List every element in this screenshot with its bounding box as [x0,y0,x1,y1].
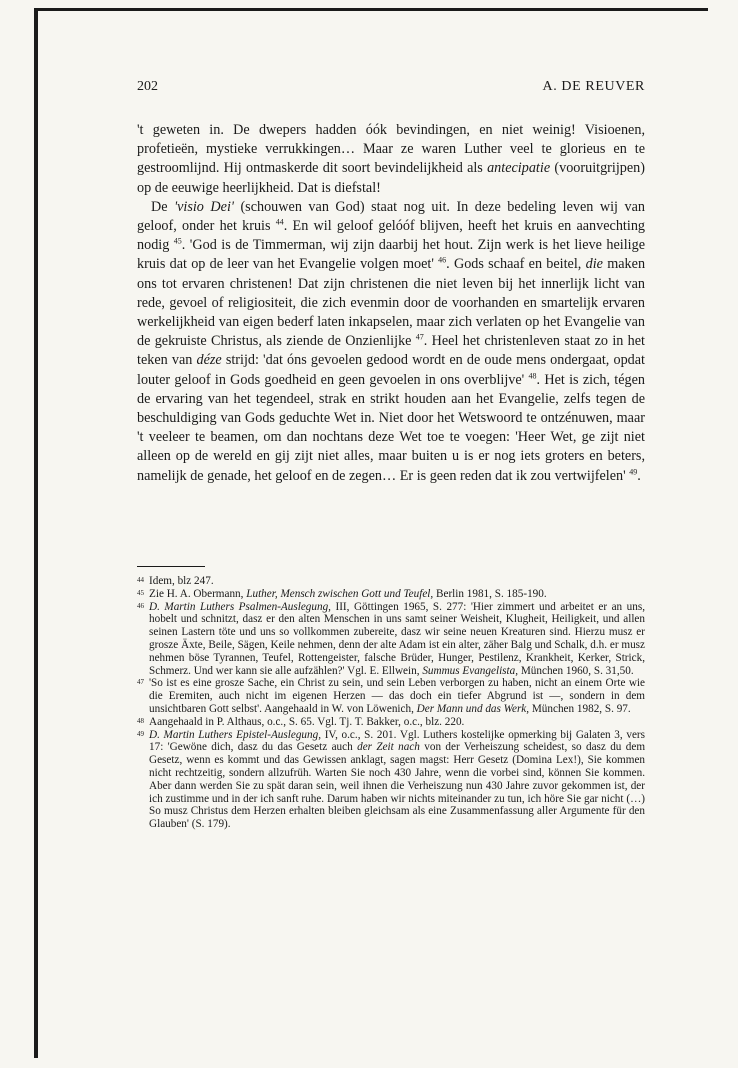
page-number: 202 [137,79,158,94]
main-text [137,121,645,486]
footnote-marker: 47 [137,678,144,687]
footnote-marker: 48 [137,716,144,725]
footnote-ref-44[interactable]: 44 [275,217,284,227]
footnote-46: 46 D. Martin Luthers Psalmen-Auslegung, III, Göttingen 1965, S. 277: 'Hier zimmert und arbeitet er an uns, hobelt und schnitzt, dasz er den alten Menschen in uns samt seiner Weisheit, Klugheit, Heiligkeit, und allen seinen Lastern töte und uns so vollkommen zubereite, dasz wir seine neuen Kreaturen sind. Hierzu musz er grosze Äxte, Beile, Sägen, Keile nehmen, denn der alte Adam ist ein alter, zäher Balg und Schalk, d.h. er musz nehmen böse Tyrannen, Teufel, Rottengeister, falsche Brüder, Hunger, Pestilenz, Krankheit, Kerker, Strick, Schmerz. Und wer kann sie alle aufzählen?' Vgl. E. Ellwein, Summus Evangelista, München 1960, S. 31,50. [137,600,645,677]
footnote-ref-48[interactable]: 48 [528,370,537,380]
footnote-44: 44 Idem, blz 247. [137,575,214,587]
footnote-ref-45[interactable]: 45 [173,236,182,246]
footnote-ref-46[interactable]: 46 [438,255,447,265]
scan-edge-left [34,8,38,1058]
footnote-49: 49 D. Martin Luthers Epistel-Auslegung, IV, o.c., S. 201. Vgl. Luthers kostelijke opmerking bij Galaten 3, vers 17: 'Gewöne dich, dasz du das Gesetz auch der Zeit nach von der Verheiszung scheidest, so dasz du dem Gesetz, wenn es kommt und das Gewissen anklagt, sagen magst: Herr Gesetz (Domina Lex!), Sie kommen nicht rechtzeitig, sondern allzufrüh. Warten Sie noch 430 Jahre, wenn die vorbei sind, können Sie kommen. Aber dann werden Sie zu spät daran sein, weil ihnen die Verheiszung nun 430 Jahre zuvor gekommen ist, der ich zustimme und in der ich sanft ruhe. Darum haben wir nichts miteinander zu tun, ich höre Sie gar nicht (…) So musz Christus dem Herzen erhalten bleiben gleichsam als eine Zusammenfassung aller Argumente für den Glauben' (S. 179). [137,728,646,831]
scan-edge-top [34,8,708,11]
footnote-divider [137,566,205,567]
running-head: A. DE REUVER [542,79,645,94]
paragraph-2: De 'visio Dei' (schouwen van God) staat nog uit. In deze bedeling leven wij van geloof, onder het kruis $^{44}$. En wil geloof gelóóf blijven, heeft het kruis en aanvechting nodig $^{45}$. 'God is de Timmerman, wij zijn daarbij het hout. Zijn werk is het lieve heilige kruis dat op de leer van het Evangelie volgen moet' $^{46}$. Gods schaaf en beitel, die maken ons tot ervaren christenen! Dat zijn christenen die niet leven bij het innerlijk licht van rede, gevoel of religiositeit, die zich evenmin door de voorhanden en smartelijk ervaren werkelijkheid van eigen bederf laten inkapselen, maar zich verlaten op het Evangelie van de gekruiste Christus, als ziende de Onzienlijke $^{47}$. Heel het christenleven staat zo in het teken van déze strijd: 'dat óns gevoelen gedood wordt en de oude mens ondergaat, opdat louter geloof in Gods goedheid en geen gevoelen in ons overblijve' $^{48}$. Het is zich, tégen de ervaring van het tegendeel, strak en strikt houden aan het Evangelie, zelfs tegen de beschuldiging van Gods geduchte Wet in. Niet door het Wetswoord te ontzénuwen, maar 't veeleer te beamen, om dan nochtans deze Wet toe te voegen: 'Heer Wet, ge zijt niet alleen op de wereld en gij zijt niet alles, maar buiten u is er nog iets groters en beters, namelijk de genade, het geloof en de zegen… Er is geen reden dat ik zou vertwijfelen' $^{49}$. [137,198,646,484]
footnote-marker: 44 [137,576,144,584]
footnote-marker: 49 [137,729,144,738]
footnote-marker: 46 [137,601,144,610]
footnote-45: 45 Zie H. A. Obermann, Luther, Mensch zwischen Gott und Teufel, Berlin 1981, S. 185-190. [137,587,547,600]
paragraph-1: 't geweten in. De dwepers hadden óók bevindingen, en niet weinig! Visioenen, profetieën, mystieke verrukkingen… Maar ze waren Luther veel te glorieus en te gestroomlijnd. Hij ontmaskerde dit soort bevindelijkheid als antecipatie (vooruitgrijpen) op de eeuwige heerlijkheid. Dat is diefstal! [137,122,645,196]
footnotes [137,575,645,831]
footnote-47: 47 'So ist es eine grosze Sache, ein Christ zu sein, und sein Leben verborgen zu haben, nicht an einem Orte wie die Eremiten, auch nicht im eigenen Herzen — das doch ein tiefer Abgrund ist —, sondern in dem unsichtbaren Gott selbst'. Aangehaald in W. von Löwenich, Der Mann und das Werk, München 1982, S. 97. [137,677,645,715]
footnote-ref-49[interactable]: 49 [629,466,638,476]
footnote-48: 48 Aangehaald in P. Althaus, o.c., S. 65. Vgl. Tj. T. Bakker, o.c., blz. 220. [137,715,465,728]
footnote-ref-47[interactable]: 47 [415,332,424,342]
page-header [137,79,645,99]
footnote-marker: 45 [137,588,144,597]
